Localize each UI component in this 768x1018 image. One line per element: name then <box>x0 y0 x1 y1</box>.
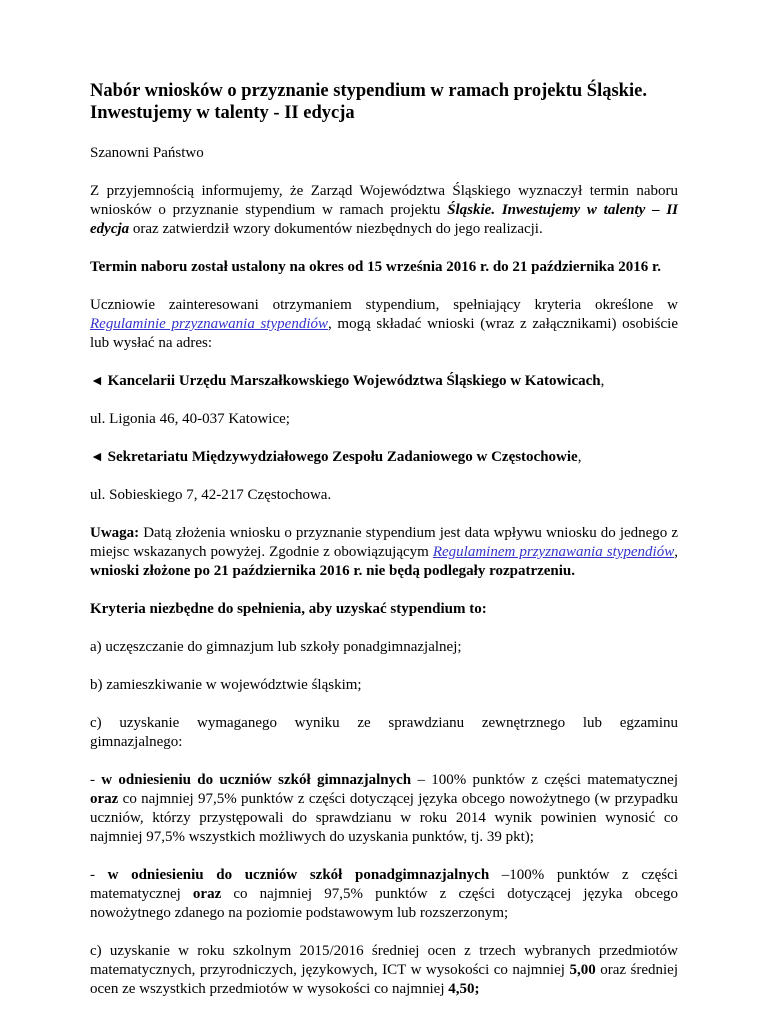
grades-val1: 5,00 <box>569 962 596 978</box>
note-text: Datą złożenia wniosku o przyznanie stypendium jest data wpływu wniosku do jednego z miejsc wskazanych powyżej. Zgodnie z obowiązującym <box>90 525 678 560</box>
ponad-bold: w odniesieniu do uczniów szkół ponadgimnazjalnych <box>107 867 490 883</box>
regulamin-link[interactable]: Regulaminie przyznawania stypendiów <box>90 316 328 332</box>
page-title: Nabór wniosków o przyznanie stypendium w ramach projektu Śląskie. Inwestujemy w talenty - II edycja <box>90 81 647 123</box>
dash: - <box>90 772 102 788</box>
dash: - <box>90 867 108 883</box>
gim-text1: – 100% punktów z części matematycznej <box>411 772 679 788</box>
grades-text1: c) uzyskanie w roku szkolnym 2015/2016 średniej ocen z trzech wybranych przedmiotów matematycznych, przyrodniczych, językowych, ICT w wysokości co najmniej <box>90 943 678 978</box>
office-suffix: , <box>577 449 582 465</box>
left-arrow-icon: ◄ <box>90 374 104 389</box>
office-name: Kancelarii Urzędu Marszałkowskiego Województwa Śląskiego w Katowicach <box>107 373 601 389</box>
criteria-heading-text: Kryteria niezbędne do spełnienia, aby uzyskać stypendium to: <box>90 601 487 617</box>
criterion-c-line1: c) uzyskanie wymaganego wyniku ze sprawdzianu zewnętrznego lub egzaminu <box>90 715 678 731</box>
deadline-text: Termin naboru został ustalony na okres od 15 września 2016 r. do 21 października 2016 r. <box>90 259 662 275</box>
gim-oraz: oraz <box>90 791 119 807</box>
note-label: Uwaga: <box>90 525 140 541</box>
note-paragraph <box>90 524 678 581</box>
applicants-text-before: Uczniowie zainteresowani otrzymaniem stypendium, spełniający kryteria określone w <box>90 297 678 313</box>
applicants-text-after: , mogą składać wnioski (wraz z załącznikami) osobiście lub wysłać na adres: <box>90 316 678 351</box>
intro-text-after: oraz zatwierdził wzory dokumentów niezbędnych do jego realizacji. <box>129 221 543 237</box>
greeting: Szanowni Państwo <box>90 145 204 161</box>
gim-bold: w odniesieniu do uczniów szkół gimnazjalnych <box>101 772 412 788</box>
ponad-text1: –100% punktów z części matematycznej <box>90 867 678 902</box>
address-office-katowice <box>90 372 678 391</box>
criterion-c <box>90 714 678 752</box>
gim-text2: co najmniej 97,5% punktów z części dotyczącej języka obcego nowożytnego (w przypadku uczniów, którzy przystępowali do sprawdzianu w roku 2014 wynik powinien wynosić co najmniej 97,5% wszystkich możliwych do uzyskania punktów, tj. 39 pkt); <box>90 791 678 845</box>
criterion-ponadgimnazjum <box>90 866 678 923</box>
document-content <box>90 80 678 1018</box>
criterion-grades <box>90 942 678 999</box>
grades-text2: oraz średniej ocen ze wszystkich przedmiotów w wysokości co najmniej <box>90 962 679 997</box>
office-name: Sekretariatu Międzywydziałowego Zespołu Zadaniowego w Częstochowie <box>107 449 578 465</box>
ponad-oraz: oraz <box>192 886 222 902</box>
address-street-czestochowa: ul. Sobieskiego 7, 42-217 Częstochowa. <box>90 487 332 503</box>
ponad-text2: co najmniej 97,5% punktów z części dotyczącej języka obcego nowożytnego zdanego na poziomie podstawowym lub rozszerzonym; <box>90 886 678 921</box>
address-street-katowice: ul. Ligonia 46, 40-037 Katowice; <box>90 411 290 427</box>
grades-end: ; <box>474 981 480 997</box>
deadline-paragraph <box>90 258 678 277</box>
criterion-a: a) uczęszczanie do gimnazjum lub szkoły ponadgimnazjalnej; <box>90 639 462 655</box>
criterion-c-line2: gimnazjalnego: <box>90 734 183 750</box>
address-office-czestochowa <box>90 448 678 467</box>
intro-text-before: Z przyjemnością informujemy, że Zarząd Województwa Śląskiego wyznaczył termin naboru wniosków o przyznanie stypendium w ramach projektu <box>90 183 678 218</box>
criterion-gimnazjum <box>90 771 678 847</box>
grades-val2: 4,50 <box>448 981 475 997</box>
criterion-b: b) zamieszkiwanie w województwie śląskim; <box>90 677 362 693</box>
note-comma: , <box>674 544 678 560</box>
office-suffix: , <box>600 373 605 389</box>
note-bold-end: wnioski złożone po 21 października 2016 r. nie będą podlegały rozpatrzeniu. <box>90 563 576 579</box>
intro-paragraph <box>90 182 678 239</box>
regulamin-link[interactable]: Regulaminem przyznawania stypendiów <box>432 544 675 560</box>
project-name: Śląskie. Inwestujemy w talenty – II edycja <box>90 202 678 237</box>
applicants-paragraph <box>90 296 678 353</box>
left-arrow-icon: ◄ <box>90 450 104 465</box>
criteria-heading <box>90 600 678 619</box>
